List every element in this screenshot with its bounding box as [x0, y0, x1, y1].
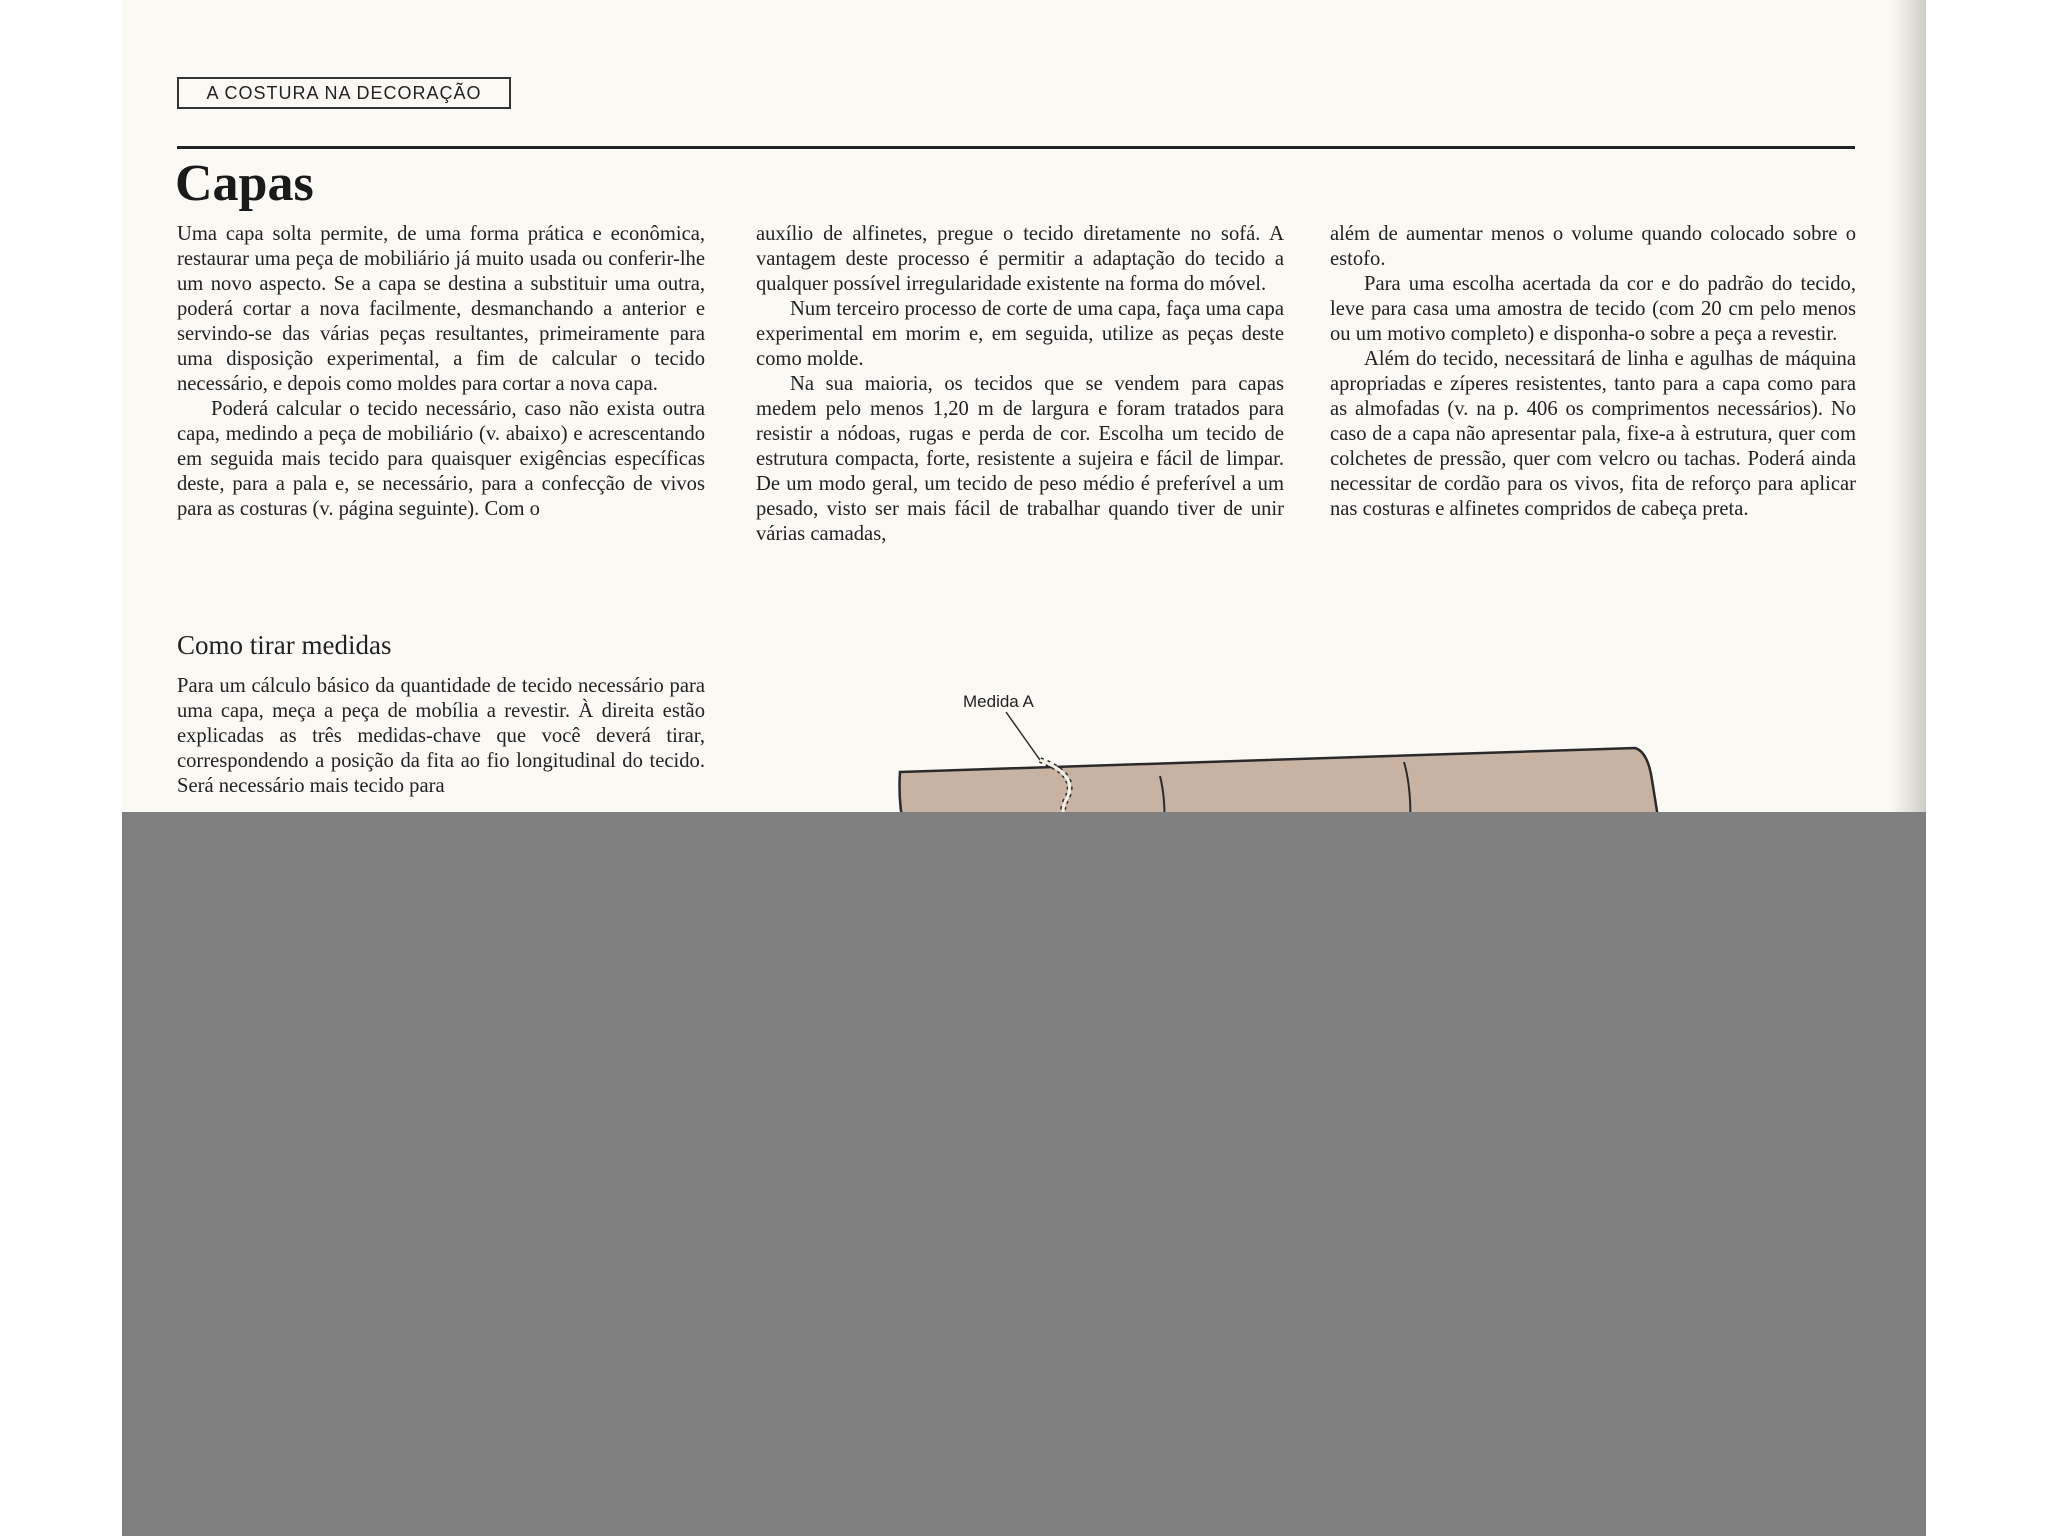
paragraph: Para uma escolha acertada da cor e do padrão do tecido, leve para casa uma amostra de tecido (com 20 cm pelo menos ou um motivo completo) e disponha-o sobre a peça a revestir.: [1330, 273, 1856, 345]
section-label-box: A COSTURA NA DECORAÇÃO: [177, 77, 511, 109]
measurement-label: Medida A: [963, 692, 1034, 711]
paragraph: auxílio de alfinetes, pregue o tecido diretamente no sofá. A vantagem deste processo é permitir a adaptação do tecido a qualquer possível irregularidade existente na forma do móvel.: [756, 223, 1284, 295]
text-column-2: [756, 222, 1284, 547]
text-column-1: [177, 222, 705, 522]
paragraph: Além do tecido, necessitará de linha e agulhas de máquina apropriadas e zíperes resistentes, tanto para a capa como para as almofadas (v. na p. 406 os comprimentos necessários). No caso de a capa não apresentar pala, fixe-a à estrutura, quer com colchetes de pressão, quer com velcro ou tachas. Poderá ainda necessitar de cordão para os vivos, fita de reforço para aplicar nas costuras e alfinetes compridos de cabeça preta.: [1330, 348, 1856, 520]
section-heading: Como tirar medidas: [177, 630, 392, 660]
page-title: Capas: [175, 155, 314, 212]
gray-overlay: [122, 812, 1926, 1536]
paragraph: Poderá calcular o tecido necessário, caso não exista outra capa, medindo a peça de mobiliário (v. abaixo) e acrescentando em seguida mais tecido para quaisquer exigências específicas deste, para a pala e, se necessário, para a confecção de vivos para as costuras (v. página seguinte). Com o: [177, 398, 705, 520]
paragraph: Para um cálculo básico da quantidade de tecido necessário para uma capa, meça a peça de mobília a revestir. À direita estão explicadas as três medidas-chave que você deverá tirar, correspondendo a posição da fita ao fio longitudinal do tecido. Será necessário mais tecido para: [177, 675, 705, 797]
paragraph: Na sua maioria, os tecidos que se vendem para capas medem pelo menos 1,20 m de largura e foram tratados para resistir a nódoas, rugas e perda de cor. Escolha um tecido de estrutura compacta, forte, resistente a sujeira e fácil de limpar. De um modo geral, um tecido de peso médio é preferível a um pesado, visto ser mais fácil de trabalhar quando tiver de unir várias camadas,: [756, 373, 1284, 545]
paragraph: Num terceiro processo de corte de uma capa, faça uma capa experimental em morim e, em seguida, utilize as peças deste como molde.: [756, 298, 1284, 370]
paragraph: Uma capa solta permite, de uma forma prática e econômica, restaurar uma peça de mobiliário já muito usada ou conferir-lhe um novo aspecto. Se a capa se destina a substituir uma outra, poderá cortar a nova facilmente, desmanchando a anterior e servindo-se das várias peças resultantes, primeiramente para uma disposição experimental, a fim de calcular o tecido necessário, e depois como moldes para cortar a nova capa.: [177, 223, 705, 395]
header-rule: [177, 146, 1855, 149]
paragraph: além de aumentar menos o volume quando colocado sobre o estofo.: [1330, 223, 1856, 270]
text-column-3: [1330, 222, 1856, 522]
measure-text: [177, 674, 705, 799]
